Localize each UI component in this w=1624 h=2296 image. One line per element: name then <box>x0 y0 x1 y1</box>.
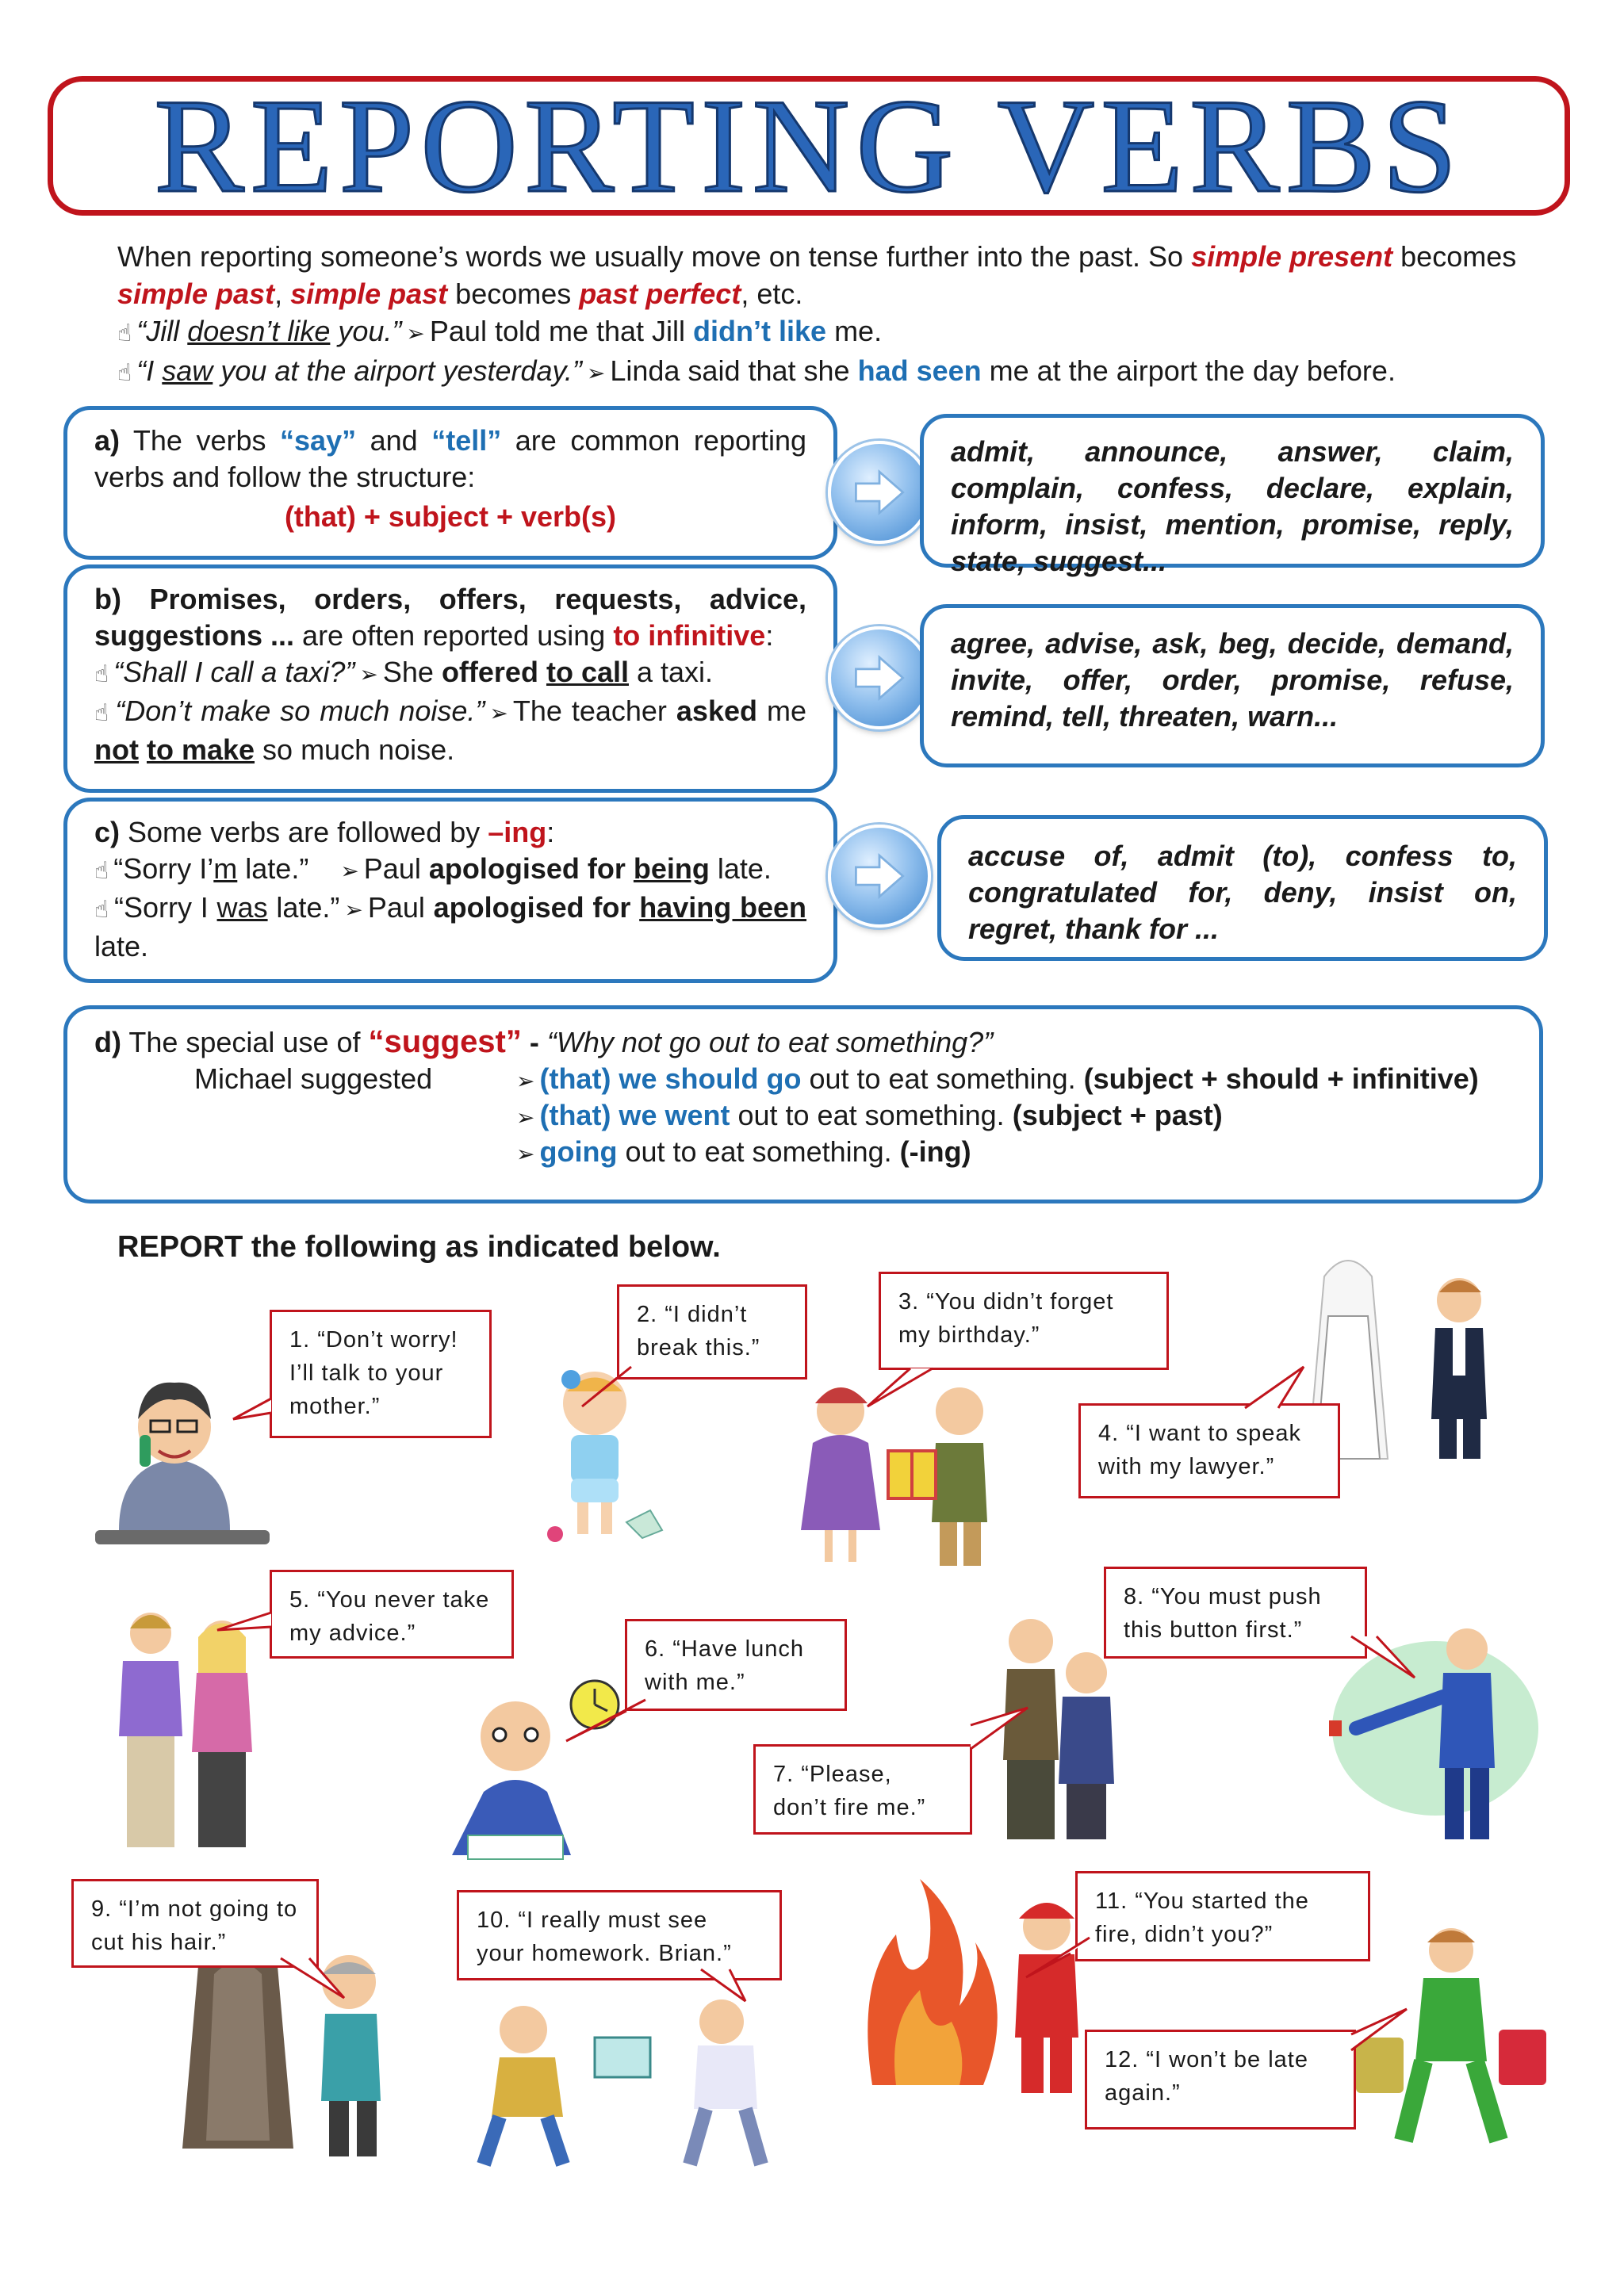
bubble-tail-8 <box>1348 1633 1419 1681</box>
option-text: out to eat something. <box>617 1135 900 1168</box>
option-clause: (that) we went <box>539 1099 730 1131</box>
bubble-tail-5 <box>214 1609 278 1641</box>
quote-text: you at the airport yesterday.” <box>213 354 582 387</box>
pointing-hand-icon: ☝ <box>94 857 109 885</box>
report-text: so much noise. <box>255 733 455 766</box>
section-b-rule <box>94 581 806 654</box>
report-verb: asked <box>676 695 757 727</box>
section-text: Some verbs are followed by <box>120 816 488 848</box>
section-a-box <box>63 406 837 560</box>
intro-text: , etc. <box>741 277 803 310</box>
suggest-option-1 <box>511 1061 1479 1100</box>
section-c-example-1 <box>94 851 806 890</box>
section-text: : <box>765 619 774 652</box>
quote-text: late.” <box>237 852 309 885</box>
report-text: She <box>382 656 442 688</box>
arrow-bullet-icon: ➢ <box>344 897 363 923</box>
intro-paragraph <box>117 238 1529 392</box>
speech-bubble-6: 6. “Have lunch with me.” <box>625 1619 847 1711</box>
bubble-tail-12 <box>1348 2006 1411 2053</box>
bubble-tail-7 <box>959 1705 1031 1752</box>
option-structure: (subject + should + infinitive) <box>1083 1062 1479 1095</box>
pointing-hand-icon: ☝ <box>117 320 132 347</box>
section-d-options <box>94 1061 1512 1170</box>
section-c-example-2 <box>94 890 806 965</box>
arrow-bullet-icon: ➢ <box>516 1068 535 1094</box>
option-structure: (subject + past) <box>1012 1099 1223 1131</box>
verb-suggest: “suggest” <box>368 1024 522 1059</box>
report-verb: apologised for <box>433 891 631 924</box>
pointing-hand-icon: ☝ <box>94 699 111 727</box>
section-d-box <box>63 1005 1543 1203</box>
report-text: me at the airport the day before. <box>981 354 1396 387</box>
speech-bubble-3: 3. “You didn’t forget my birthday.” <box>879 1272 1169 1370</box>
arrow-right-icon <box>828 825 931 928</box>
quote-text: “Sorry I’ <box>113 852 214 885</box>
arrow-bullet-icon: ➢ <box>489 700 508 726</box>
intro-text: becomes <box>1392 240 1517 273</box>
bubble-tail-1 <box>230 1395 278 1427</box>
report-text: me. <box>826 315 883 347</box>
report-text <box>630 891 639 924</box>
page-title: REPORTING VERBS <box>154 71 1464 220</box>
arrow-bullet-icon: ➢ <box>516 1104 535 1131</box>
report-text: late. <box>709 852 772 885</box>
arrow-bullet-icon: ➢ <box>359 661 378 687</box>
intro-example-2 <box>117 352 1529 392</box>
report-text: me <box>756 695 806 727</box>
report-verb: didn’t like <box>693 315 827 347</box>
section-letter: a) <box>94 424 121 457</box>
quote-text: you.” <box>330 315 402 347</box>
arrow-right-icon <box>828 626 931 729</box>
report-text: Paul <box>367 891 434 924</box>
title-banner <box>48 71 1570 220</box>
speech-bubble-7: 7. “Please, don’t fire me.” <box>753 1744 972 1835</box>
report-text: a taxi. <box>629 656 714 688</box>
suggest-option-2 <box>511 1097 1223 1136</box>
quote-text: “Don’t make so much noise.” <box>115 695 485 727</box>
option-text: out to eat something. <box>730 1099 1013 1131</box>
quote-text: “Why not go out to eat something?” <box>546 1026 994 1058</box>
pointing-hand-icon: ☝ <box>94 660 109 688</box>
report-text: Linda said that she <box>610 354 858 387</box>
section-letter: c) <box>94 816 121 848</box>
section-text: and <box>356 424 432 457</box>
exercise-heading: REPORT the following as indicated below. <box>117 1230 721 1264</box>
report-ing: being <box>633 852 710 885</box>
intro-text: , <box>274 277 291 310</box>
suggest-option-3 <box>511 1134 971 1173</box>
speech-bubble-9: 9. “I’m not going to cut his hair.” <box>71 1879 319 1968</box>
intro-term: simple past <box>117 277 275 310</box>
quote-text: late.” <box>267 891 340 924</box>
option-clause: (that) we should go <box>539 1062 802 1095</box>
section-letter: d) <box>94 1026 121 1058</box>
intro-term: past perfect <box>579 277 741 310</box>
intro-text: becomes <box>447 277 580 310</box>
report-text <box>626 852 634 885</box>
bubble-tail-4 <box>1237 1364 1308 1411</box>
quote-text: “Jill <box>136 315 188 347</box>
bubble-tail-6 <box>563 1697 650 1744</box>
arrow-bullet-icon: ➢ <box>406 320 425 346</box>
report-text: late. <box>94 930 149 962</box>
speech-bubble-10: 10. “I really must see your homework. Brian.” <box>457 1890 782 1980</box>
section-c-rule <box>94 814 806 851</box>
section-b-example-1 <box>94 654 806 693</box>
report-infinitive: to make <box>146 733 255 766</box>
verb-say: “say” <box>280 424 357 457</box>
bubble-tail-3 <box>864 1364 936 1411</box>
bubble-tail-2 <box>579 1364 634 1411</box>
speech-bubble-11: 11. “You started the fire, didn’t you?” <box>1075 1871 1370 1961</box>
intro-example-1 <box>117 312 1529 352</box>
report-verb: apologised for <box>428 852 626 885</box>
arrow-bullet-icon: ➢ <box>340 858 359 884</box>
intro-term: simple past <box>290 277 448 310</box>
section-a-verb-list: admit, announce, answer, claim, complain, confess, declare, explain, inform, insist, mention, promise, reply, state, suggest... <box>920 414 1545 568</box>
speech-bubble-12: 12. “I won’t be late again.” <box>1085 2030 1356 2130</box>
arrow-bullet-icon: ➢ <box>586 360 606 386</box>
section-letter: b) <box>94 583 121 615</box>
ing-term: –ing <box>488 816 547 848</box>
quote-verb: saw <box>162 354 213 387</box>
report-text <box>139 733 147 766</box>
tug-of-war-homework-illustration <box>468 1982 777 2172</box>
report-text <box>538 656 546 688</box>
report-ing: having been <box>639 891 806 924</box>
bubble-tail-10 <box>698 1966 753 2006</box>
section-b-box <box>63 564 837 793</box>
bubble-tail-11 <box>1023 1934 1094 1982</box>
intro-text: When reporting someone’s words we usually move on tense further into the past. So <box>117 240 1192 273</box>
quote-verb: doesn’t like <box>187 315 331 347</box>
speech-bubble-2: 2. “I didn’t break this.” <box>617 1284 807 1380</box>
section-text: - <box>521 1026 547 1058</box>
structure-formula: (that) + subject + verb(s) <box>284 500 617 533</box>
quote-text: “I <box>136 354 163 387</box>
pointing-hand-icon: ☝ <box>117 359 132 387</box>
report-text: The teacher <box>512 695 676 727</box>
quote-text: “Shall I call a taxi?” <box>113 656 355 688</box>
section-b-example-2 <box>94 693 806 768</box>
report-verb: had seen <box>857 354 982 387</box>
section-d-rule <box>94 1024 1512 1061</box>
speech-bubble-5: 5. “You never take my advice.” <box>270 1570 514 1659</box>
verb-tell: “tell” <box>431 424 502 457</box>
arrow-bullet-icon: ➢ <box>516 1141 535 1167</box>
option-structure: (-ing) <box>899 1135 971 1168</box>
bubble-tail-9 <box>278 1955 349 2003</box>
intro-rule <box>117 238 1529 312</box>
option-clause: going <box>539 1135 618 1168</box>
report-negation: not <box>94 733 139 766</box>
section-text: are common reporting verbs and follow the structure: <box>94 424 806 493</box>
report-infinitive: to call <box>546 656 629 688</box>
section-d-subject: Michael suggested <box>194 1062 433 1095</box>
pointing-hand-icon: ☝ <box>94 896 110 924</box>
report-text: Paul told me that Jill <box>429 315 694 347</box>
quote-text: “Sorry I <box>114 891 217 924</box>
section-c-verb-list: accuse of, admit (to), confess to, congratulated for, deny, insist on, regret, thank for ... <box>937 815 1548 961</box>
section-text: are often reported using <box>294 619 614 652</box>
to-infinitive-term: to infinitive <box>613 619 766 652</box>
section-b-verb-list: agree, advise, ask, beg, decide, demand, invite, offer, order, promise, refuse, remind, tell, threaten, warn... <box>920 604 1545 767</box>
arrow-right-icon <box>828 441 931 544</box>
section-text: The verbs <box>120 424 281 457</box>
report-verb: offered <box>441 656 538 688</box>
speech-bubble-4: 4. “I want to speak with my lawyer.” <box>1078 1403 1340 1498</box>
quote-verb: m <box>213 852 238 885</box>
man-on-phone-illustration <box>87 1348 278 1554</box>
speech-bubble-8: 8. “You must push this button first.” <box>1104 1567 1367 1659</box>
section-text: The special use of <box>121 1026 369 1058</box>
quote-verb: was <box>216 891 268 924</box>
report-text: Paul <box>363 852 429 885</box>
option-text: out to eat something. <box>801 1062 1084 1095</box>
speech-bubble-1: 1. “Don’t worry! I’ll talk to your mother.” <box>270 1310 492 1438</box>
section-text: : <box>546 816 555 848</box>
intro-term: simple present <box>1191 240 1393 273</box>
section-text: Promises, orders, offers, requests, advice, suggestions ... <box>94 583 806 652</box>
section-c-box <box>63 798 837 983</box>
